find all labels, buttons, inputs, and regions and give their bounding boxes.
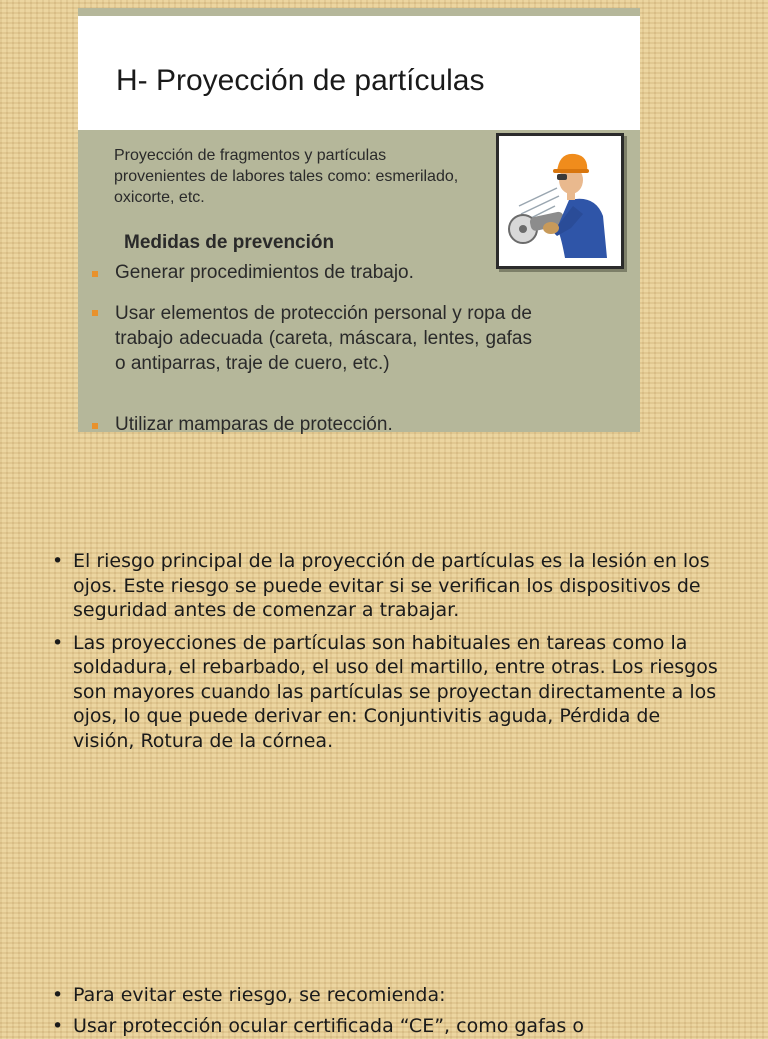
bullet-square-icon <box>92 271 98 277</box>
bullet-square-icon <box>92 310 98 316</box>
intro-line: oxicorte, etc. <box>114 189 205 206</box>
intro-line: provenientes de labores tales como: esmerilado, <box>114 168 459 185</box>
slide-bullet <box>92 414 532 436</box>
list-item <box>52 1014 722 1039</box>
closing-list <box>52 983 722 1008</box>
list-item <box>52 983 722 1008</box>
slide-bullet-text: Utilizar mamparas de protección. <box>115 414 393 435</box>
paragraph-text: El riesgo principal de la proyección de partículas es la lesión en los ojos. Este riesgo se puede evitar si se verifican los dispositivos de seguridad antes de comenzar a trabajar. <box>73 550 710 621</box>
slide-bullet <box>92 262 532 284</box>
worker-grinding-icon <box>496 133 624 269</box>
paragraph-text: Las proyecciones de partículas son habituales en tareas como la soldadura, el rebarbado, el uso del martillo, entre otras. Los riesgos son mayores cuando las partículas se proyectan directamente a los ojos, lo que puede derivar en: Conjuntivitis aguda, Pérdida de visión, Rotura de la córnea. <box>73 631 718 752</box>
bullet-dot-icon: • <box>52 631 64 654</box>
cut-line-text: Usar protección ocular certificada “CE”, como gafas o <box>73 1015 584 1037</box>
slide-bullet <box>92 301 532 376</box>
list-item <box>52 549 722 623</box>
intro-line: Proyección de fragmentos y partículas <box>114 147 387 164</box>
body-bullet-list <box>52 549 722 753</box>
closing-text: Para evitar este riesgo, se recomienda: <box>73 984 446 1006</box>
slide-image <box>78 8 640 435</box>
bullet-dot-icon: • <box>52 550 64 572</box>
prevention-heading: Medidas de prevención <box>124 232 335 253</box>
bullet-square-icon <box>92 423 98 429</box>
slide-intro <box>114 145 504 208</box>
slide-header <box>78 16 640 130</box>
slide-bullet-text: Generar procedimientos de trabajo. <box>115 262 414 283</box>
bullet-dot-icon: • <box>52 1015 64 1037</box>
slide-title: H- Proyección de partículas <box>116 64 485 97</box>
slide-bullet-text: Usar elementos de protección personal y ropa de trabajo adecuada (careta, máscara, lentes, gafas o antiparras, traje de cuero, etc.) <box>115 303 532 374</box>
bullet-dot-icon: • <box>52 984 64 1006</box>
cut-off-list <box>52 1014 722 1039</box>
list-item <box>52 631 722 754</box>
